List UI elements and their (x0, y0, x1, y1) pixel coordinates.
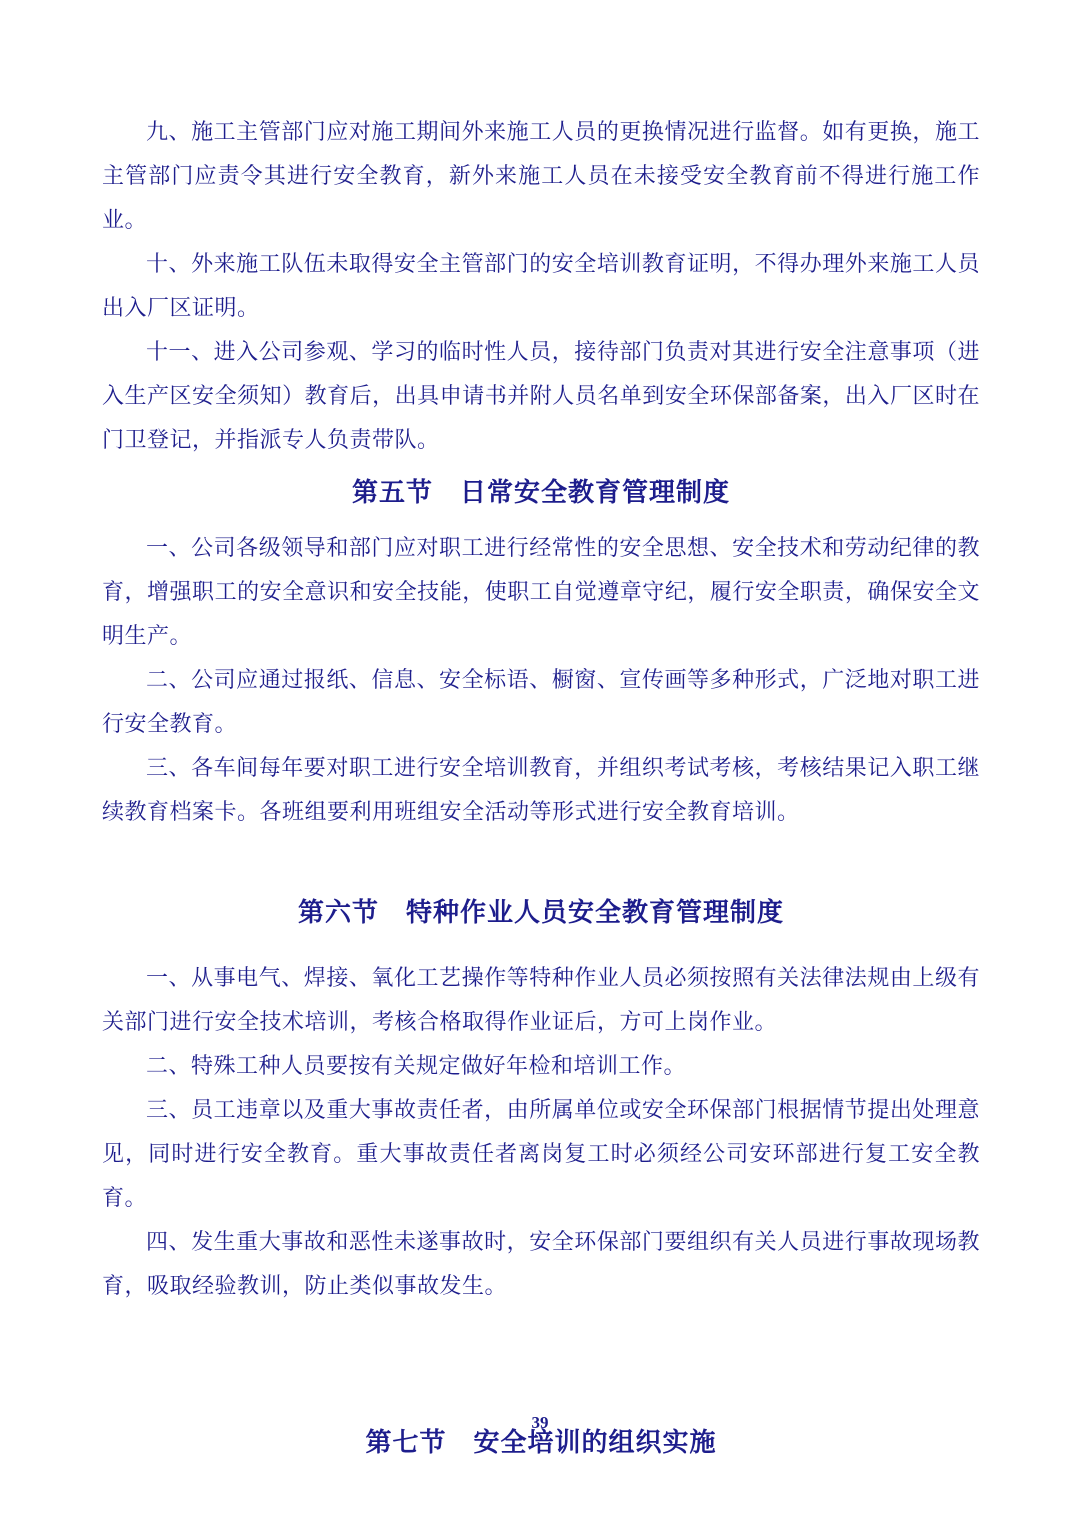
paragraph-item-10: 十、外来施工队伍未取得安全主管部门的安全培训教育证明，不得办理外来施工人员出入厂区证明。 (102, 251, 980, 320)
document-content (102, 110, 980, 1459)
section-6-paragraph-4: 四、发生重大事故和恶性未遂事故时，安全环保部门要组织有关人员进行事故现场教育，吸取经验教训，防止类似事故发生。 (102, 1228, 980, 1298)
section-5-heading: 第五节 日常安全教育管理制度 (351, 478, 730, 507)
section-5-paragraph-3: 三、各车间每年要对职工进行安全培训教育，并组织考试考核，考核结果记入职工继续教育档案卡。各班组要利用班组安全活动等形式进行安全教育培训。 (102, 754, 980, 824)
paragraph-item-9: 九、施工主管部门应对施工期间外来施工人员的更换情况进行监督。如有更换，施工主管部门应责令其进行安全教育，新外来施工人员在未接受安全教育前不得进行施工作业。 (102, 119, 980, 232)
section-6-paragraph-1: 一、从事电气、焊接、氧化工艺操作等特种作业人员必须按照有关法律法规由上级有关部门进行安全技术培训，考核合格取得作业证后，方可上岗作业。 (102, 964, 980, 1034)
section-5-paragraph-1: 一、公司各级领导和部门应对职工进行经常性的安全思想、安全技术和劳动纪律的教育，增强职工的安全意识和安全技能，使职工自觉遵章守纪，履行安全职责，确保安全文明生产。 (102, 534, 980, 648)
page-number: 39 (531, 1413, 549, 1432)
section-5-paragraph-2: 二、公司应通过报纸、信息、安全标语、橱窗、宣传画等多种形式，广泛地对职工进行安全教育。 (102, 666, 980, 736)
section-7-heading: 第七节 安全培训的组织实施 (365, 1427, 717, 1457)
section-6-heading: 第六节 特种作业人员安全教育管理制度 (297, 897, 784, 927)
section-6-paragraph-2: 二、特殊工种人员要按有关规定做好年检和培训工作。 (146, 1052, 687, 1078)
paragraph-item-11: 十一、进入公司参观、学习的临时性人员，接待部门负责对其进行安全注意事项（进入生产区安全须知）教育后，出具申请书并附人员名单到安全环保部备案，出入厂区时在门卫登记，并指派专人负责带队。 (102, 339, 980, 452)
section-6-paragraph-3: 三、员工违章以及重大事故责任者，由所属单位或安全环保部门根据情节提出处理意见，同时进行安全教育。重大事故责任者离岗复工时必须经公司安环部进行复工安全教育。 (102, 1096, 980, 1210)
